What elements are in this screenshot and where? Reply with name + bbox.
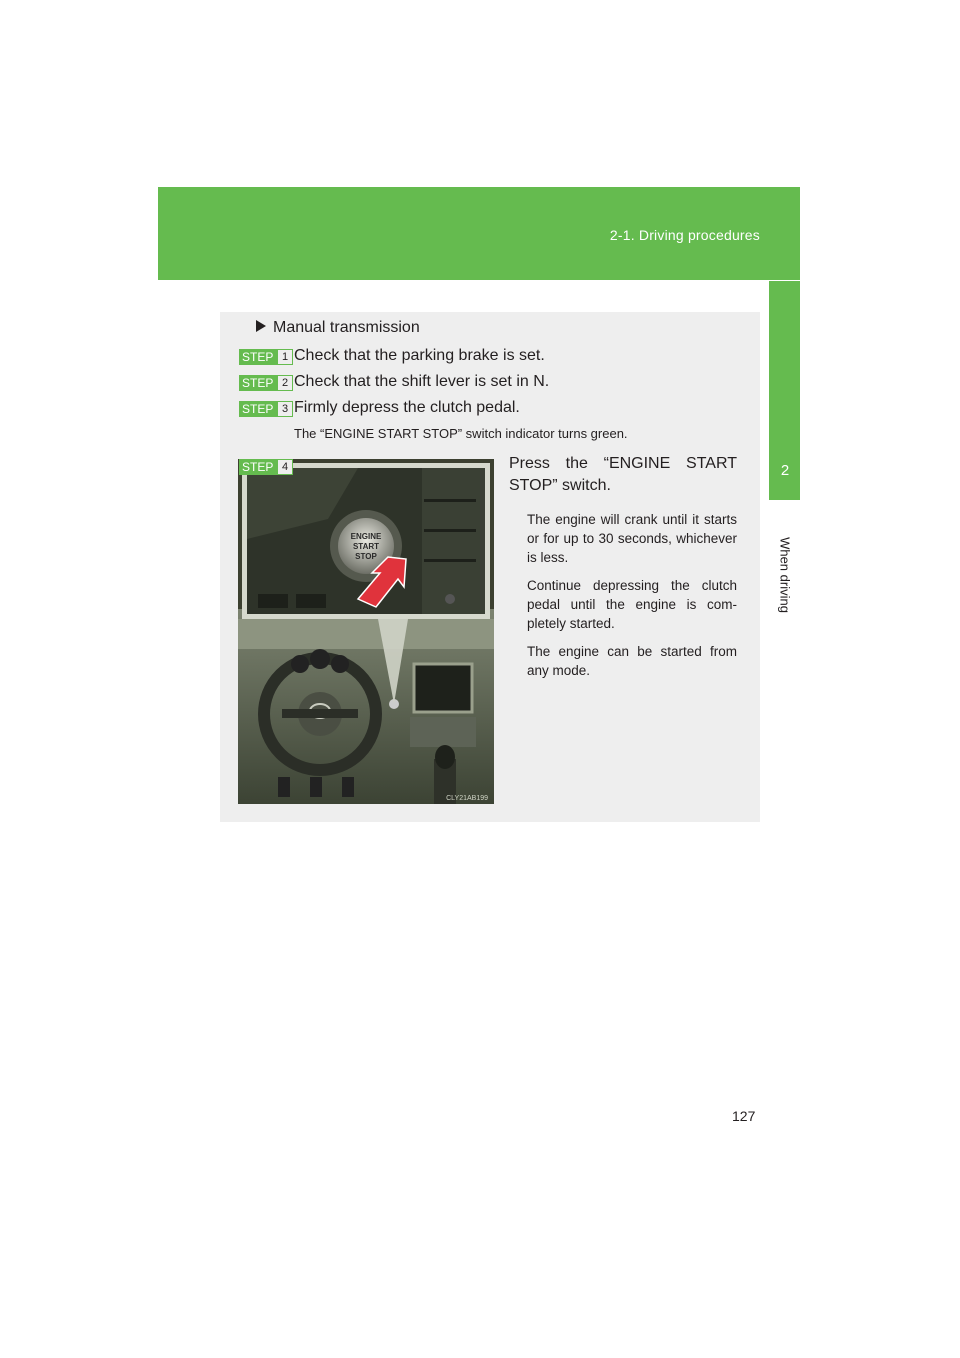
procedure-heading bbox=[256, 319, 420, 337]
button-line-engine: ENGINE bbox=[350, 532, 382, 541]
procedure-panel bbox=[220, 312, 760, 822]
step-4-paragraph-2: Continue depressing the clutch pedal until the engine is com-pletely started. bbox=[527, 578, 737, 631]
chapter-label: When driving bbox=[777, 537, 793, 613]
step-word: STEP bbox=[242, 376, 274, 390]
button-line-stop: STOP bbox=[355, 552, 377, 561]
step-2-text: Check that the shift lever is set in N. bbox=[294, 373, 550, 390]
step-number: 2 bbox=[278, 376, 292, 390]
step-1-badge bbox=[239, 349, 293, 365]
step-4-badge bbox=[239, 459, 293, 475]
chapter-number: 2 bbox=[780, 462, 790, 479]
step-number: 3 bbox=[278, 402, 292, 416]
step-1-text: Check that the parking brake is set. bbox=[294, 347, 545, 364]
step-number: 4 bbox=[278, 460, 292, 474]
image-code: CLY21AB199 bbox=[446, 795, 488, 802]
step-2-badge bbox=[239, 375, 293, 391]
triangle-bullet-icon bbox=[256, 320, 266, 332]
step-3-text: Firmly depress the clutch pedal. bbox=[294, 399, 520, 416]
step-3-note: The “ENGINE START STOP” switch indicator turns green. bbox=[294, 426, 628, 441]
page-number: 127 bbox=[732, 1108, 756, 1124]
engine-start-illustration bbox=[238, 459, 494, 804]
step-4-paragraph-1: The engine will crank until it starts or for up to 30 seconds, whichever is less. bbox=[527, 512, 737, 565]
step-word: STEP bbox=[242, 460, 274, 474]
button-line-start: START bbox=[352, 542, 380, 551]
step-number: 1 bbox=[278, 350, 292, 364]
step-word: STEP bbox=[242, 402, 274, 416]
step-4-paragraph-3: The engine can be started from any mode. bbox=[527, 644, 737, 678]
step-word: STEP bbox=[242, 350, 274, 364]
step-3-badge bbox=[239, 401, 293, 417]
section-title: 2-1. Driving procedures bbox=[609, 227, 760, 243]
header-band bbox=[158, 187, 800, 280]
step-4-text: Press the “ENGINE START STOP” switch. bbox=[509, 455, 737, 494]
procedure-heading-text: Manual transmission bbox=[273, 319, 420, 336]
